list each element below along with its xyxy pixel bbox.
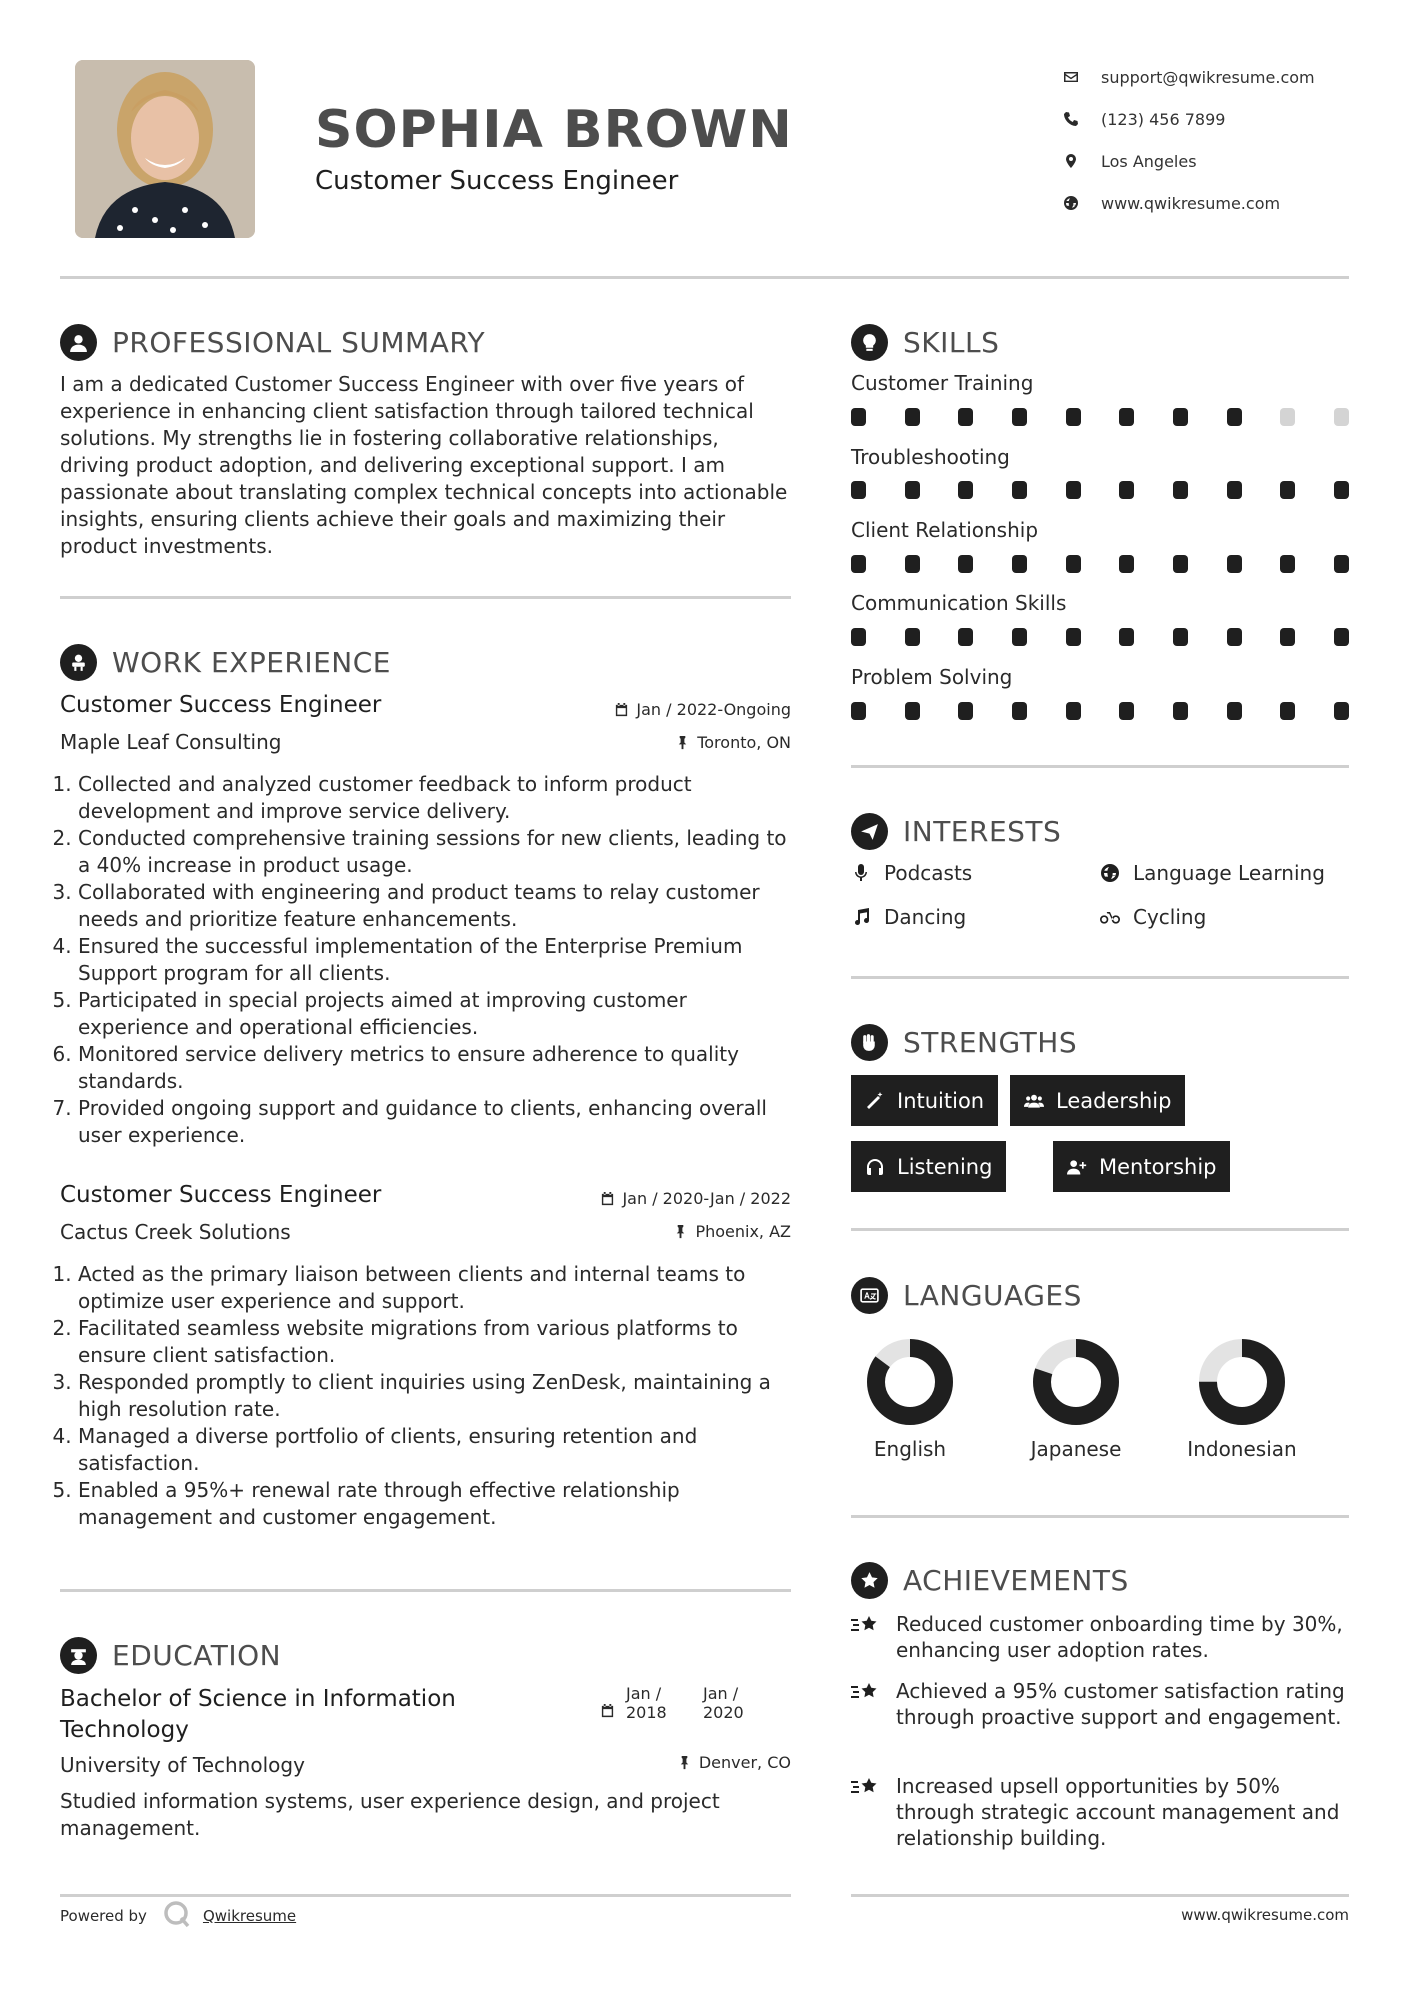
job-company: Maple Leaf Consulting [60,730,282,754]
skill-dot [1119,628,1134,646]
skill-dot [1280,555,1295,573]
skill-rating [851,628,1349,646]
calendar-icon [600,1191,615,1206]
strength-chip [1010,1075,1185,1126]
degree-title [60,1684,456,1746]
skill-dot [1066,702,1081,720]
achievement-text: Reduced customer onboarding time by 30%, enhancing user adoption rates. [896,1612,1343,1662]
interest-label: Language Learning [1133,861,1325,885]
job-bullets [60,771,790,1149]
edu-end-year: 2020 [703,1703,744,1722]
skill-dot [1173,481,1188,499]
achievement-item [851,1611,1361,1663]
header-divider [60,276,1349,279]
paper-plane-icon [851,813,888,850]
skill-label: Communication Skills [851,591,1067,615]
skill-label: Client Relationship [851,518,1039,542]
strengths-heading-text: STRENGTHS [903,1026,1078,1059]
bicycle-icon [1100,907,1120,927]
strength-chip [851,1141,1006,1192]
powered-by-text: Powered by [60,1907,147,1925]
skill-dot [851,408,866,426]
skill-dot [1280,481,1295,499]
skill-dot [1173,702,1188,720]
job-dates-text: Jan / 2020-Jan / 2022 [622,1189,791,1208]
interest-item [851,905,966,929]
phone-icon [1063,111,1101,127]
job-dates-text: Jan / 2022-Ongoing [636,700,791,719]
skill-dot [1173,555,1188,573]
skill-dot [958,555,973,573]
strengths-heading [851,1024,1077,1061]
skill-dot [1227,702,1242,720]
skill-dot [1066,481,1081,499]
achievement-text: Increased upsell opportunities by 50% through strategic account management and relationship building. [896,1774,1340,1850]
envelope-icon [1063,69,1101,85]
language-item [996,1337,1156,1461]
skill-dot [1227,481,1242,499]
achievements-heading-text: ACHIEVEMENTS [903,1564,1129,1597]
degree-title-line1: Bachelor of Science in Information [60,1686,456,1712]
contact-phone[interactable] [1063,98,1363,140]
language-label: Japanese [1030,1437,1122,1461]
shooting-star-icon [851,1775,881,1799]
skill-dot [1227,408,1242,426]
skill-dot [1012,408,1027,426]
skill-dot [1066,555,1081,573]
contact-list [1063,56,1363,224]
footer-divider-right [851,1894,1349,1897]
strength-chip [851,1075,998,1126]
edu-location-text: Denver, CO [698,1753,791,1772]
achievement-text: Achieved a 95% customer satisfaction rating through proactive support and engagement. [896,1679,1345,1729]
interest-item [1100,861,1325,885]
microphone-icon [851,863,871,883]
skills-heading [851,324,999,361]
skill-rating [851,408,1349,426]
powered-by [60,1900,296,1932]
interests-heading [851,813,1061,850]
interest-label: Podcasts [884,861,973,885]
skill-dot [1066,628,1081,646]
pushpin-icon [673,1224,688,1239]
skill-dot [1173,408,1188,426]
skill-dot [851,481,866,499]
raised-fist-icon [851,1024,888,1061]
skill-dot [1227,628,1242,646]
list-item: 5. Enabled a 95%+ renewal rate through effective relationship management and customer engagement. [78,1477,790,1531]
skill-dot [958,408,973,426]
edu-start-month: Jan / [626,1684,662,1703]
candidate-role: Customer Success Engineer [315,166,679,196]
languages-heading [851,1277,1082,1314]
language-donut [1031,1337,1121,1427]
magic-wand-icon [865,1091,885,1111]
skill-dot [1227,555,1242,573]
skill-dot [1334,555,1349,573]
footer-divider-left [60,1894,791,1897]
skill-dot [905,702,920,720]
skill-dot [851,628,866,646]
user-plus-icon [1067,1157,1087,1177]
pushpin-icon [677,1755,692,1770]
job-bullets [60,1261,790,1531]
contact-email[interactable] [1063,56,1363,98]
edu-start-date [626,1684,667,1722]
contact-email-text: support@qwikresume.com [1101,67,1315,87]
list-item: 7. Provided ongoing support and guidance to clients, enhancing overall user experience. [78,1095,790,1149]
interest-label: Dancing [884,905,967,929]
language-donut [865,1337,955,1427]
skill-label: Problem Solving [851,665,1013,689]
achievements-heading [851,1562,1129,1599]
work-heading [60,644,391,681]
list-item: 6. Monitored service delivery metrics to ensure adherence to quality standards. [78,1041,790,1095]
music-note-icon [851,907,871,927]
contact-phone-text: (123) 456 7899 [1101,109,1226,129]
skill-dot [1119,408,1134,426]
job-dates [600,1189,791,1208]
list-item: 4. Managed a diverse portfolio of clients, ensuring retention and satisfaction. [78,1423,790,1477]
list-item: 1. Acted as the primary liaison between clients and internal teams to optimize user experience and support. [78,1261,790,1315]
graduation-icon [60,1637,97,1674]
interest-item [851,861,972,885]
skill-dot [1066,408,1081,426]
list-item: 2. Facilitated seamless website migrations from various platforms to ensure client satisfaction. [78,1315,790,1369]
achievement-item [851,1773,1361,1851]
job-title: Customer Success Engineer [60,1182,382,1208]
edu-start-year: 2018 [626,1703,667,1722]
job-location [675,733,791,752]
skill-dot [1119,702,1134,720]
edu-end-month: Jan / [703,1684,739,1703]
skill-rating [851,481,1349,499]
pushpin-icon [675,735,690,750]
work-divider [60,1589,791,1592]
skill-dot [958,702,973,720]
skill-dot [905,628,920,646]
interests-divider [851,976,1349,979]
skill-label: Troubleshooting [851,445,1010,469]
strength-label: Intuition [897,1088,985,1113]
globe-icon [1100,863,1120,883]
skill-dot [958,628,973,646]
job-company: Cactus Creek Solutions [60,1220,291,1244]
qwikresume-logo-icon [163,1900,191,1932]
job-location [673,1222,791,1241]
shooting-star-icon [851,1613,881,1637]
lightbulb-icon [851,324,888,361]
language-item [830,1337,990,1461]
edu-location [677,1753,791,1772]
contact-website[interactable] [1063,182,1363,224]
list-item: 3. Responded promptly to client inquiries using ZenDesk, maintaining a high resolution rate. [78,1369,790,1423]
skill-rating [851,555,1349,573]
summary-heading [60,324,485,361]
skill-dot [1334,481,1349,499]
calendar-icon [614,702,629,717]
skill-dot [1119,481,1134,499]
skill-rating [851,702,1349,720]
strength-label: Mentorship [1099,1154,1217,1179]
skill-dot [958,481,973,499]
strength-chip [1053,1141,1230,1192]
skill-dot [1334,702,1349,720]
interests-heading-text: INTERESTS [903,815,1062,848]
job-dates [614,700,791,719]
summary-heading-text: PROFESSIONAL SUMMARY [112,326,486,359]
star-badge-icon [851,1562,888,1599]
skill-dot [1012,702,1027,720]
qwikresume-link[interactable]: Qwikresume [202,1907,297,1925]
skill-dot [1012,555,1027,573]
profile-photo [75,60,255,238]
degree-title-line2: Technology [60,1717,189,1743]
strength-label: Leadership [1056,1088,1172,1113]
skill-dot [905,555,920,573]
shooting-star-icon [851,1680,881,1704]
education-heading-text: EDUCATION [112,1639,282,1672]
skill-dot [851,702,866,720]
briefcase-icon [60,644,97,681]
skills-heading-text: SKILLS [903,326,1000,359]
job-location-text: Phoenix, AZ [695,1222,791,1241]
summary-divider [60,596,791,599]
users-icon [1024,1091,1044,1111]
skill-label: Customer Training [851,371,1034,395]
skills-divider [851,765,1349,768]
list-item: 2. Conducted comprehensive training sessions for new clients, leading to a 40% increase in product usage. [78,825,790,879]
skill-dot [1012,628,1027,646]
list-item: 3. Collaborated with engineering and product teams to relay customer needs and prioritize feature enhancements. [78,879,790,933]
skill-dot [1119,555,1134,573]
language-donut [1197,1337,1287,1427]
strength-label: Listening [897,1154,993,1179]
language-icon [851,1277,888,1314]
footer-website[interactable]: www.qwikresume.com [1181,1906,1349,1924]
job-title: Customer Success Engineer [60,692,382,718]
headphones-icon [865,1157,885,1177]
candidate-name: SOPHIA BROWN [315,100,793,160]
skill-dot [1280,702,1295,720]
contact-website-text: www.qwikresume.com [1101,193,1281,213]
skill-dot [1334,628,1349,646]
language-label: Indonesian [1187,1437,1297,1461]
work-heading-text: WORK EXPERIENCE [112,646,391,679]
skill-dot [1280,628,1295,646]
skill-dot [1334,408,1349,426]
user-icon [60,324,97,361]
languages-divider [851,1515,1349,1518]
edu-end-date [703,1684,744,1722]
skill-dot [851,555,866,573]
job-location-text: Toronto, ON [697,733,791,752]
interest-label: Cycling [1133,905,1207,929]
interest-item [1100,905,1206,929]
strengths-divider [851,1228,1349,1231]
languages-heading-text: LANGUAGES [903,1279,1082,1312]
summary-text: I am a dedicated Customer Success Engineer with over five years of experience in enhancing client satisfaction through tailored technical solutions. My strengths lie in fostering collaborative relationships, driving product adoption, and delivering exceptional support. I am passionate about translating complex technical concepts into actionable insights, ensuring clients achieve their goals and maximizing their product investments. [60,372,788,558]
achievement-item [851,1678,1361,1730]
skill-dot [1173,628,1188,646]
calendar-icon [600,1703,615,1722]
contact-location [1063,140,1363,182]
edu-description: Studied information systems, user experience design, and project management. [60,1789,720,1840]
school-name: University of Technology [60,1753,305,1777]
globe-icon [1063,195,1101,211]
education-heading [60,1637,281,1674]
contact-location-text: Los Angeles [1101,151,1197,171]
list-item: 5. Participated in special projects aimed at improving customer experience and operational efficiencies. [78,987,790,1041]
list-item: 4. Ensured the successful implementation of the Enterprise Premium Support program for all clients. [78,933,790,987]
list-item: 1. Collected and analyzed customer feedback to inform product development and improve service delivery. [78,771,790,825]
skill-dot [1280,408,1295,426]
skill-dot [905,408,920,426]
language-item [1162,1337,1322,1461]
skill-dot [1012,481,1027,499]
language-label: English [873,1437,947,1461]
skill-dot [905,481,920,499]
location-pin-icon [1063,153,1101,169]
